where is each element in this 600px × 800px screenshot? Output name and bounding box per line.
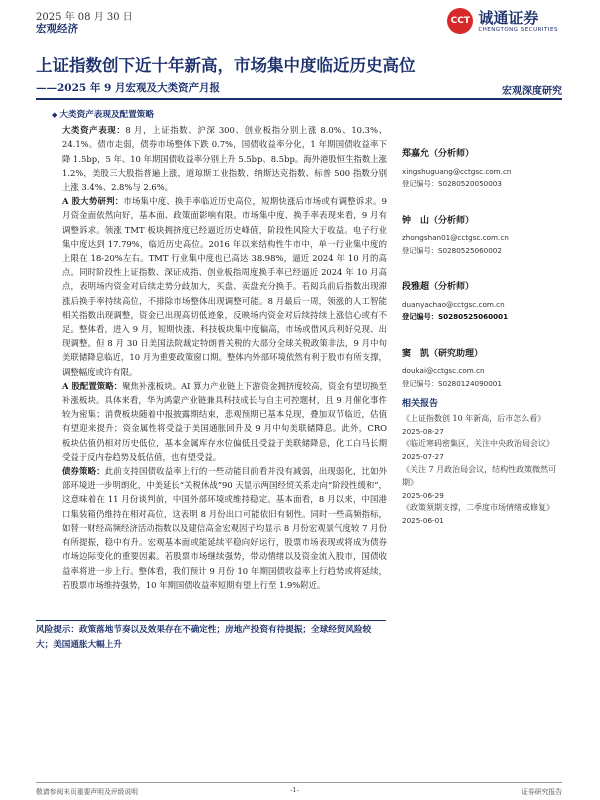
logo-name-en: CHENGTONG SECURITIES — [478, 26, 558, 33]
logo-mark-icon: CCT — [447, 8, 473, 34]
risk-divider — [36, 620, 386, 621]
analyst-list — [402, 148, 567, 414]
analyst-card — [402, 281, 567, 324]
analyst-name: 郑嘉允（分析师） — [402, 149, 475, 159]
analyst-cert: 登记编号：S0280525060001 — [402, 312, 509, 321]
analyst-name: 窦 凯（研究助理） — [402, 348, 484, 359]
report-date: 2025 年 08 月 30 日 — [36, 12, 133, 23]
analyst-email[interactable]: zhongshan01@cctgsc.com.cn — [402, 233, 509, 242]
risk-warning — [36, 623, 386, 652]
paragraph-bond-strategy — [62, 464, 387, 592]
risk-label: 风险提示： — [36, 625, 79, 635]
analyst-card — [402, 148, 567, 191]
footer-report-label: 证券研究报告 — [521, 788, 562, 796]
footer-divider — [36, 782, 562, 783]
main-body — [59, 108, 388, 592]
analyst-name: 段雅超（分析师） — [402, 282, 475, 292]
analyst-email[interactable]: doukai@cctgsc.com.cn — [402, 366, 485, 375]
analyst-card — [402, 348, 567, 391]
report-category: 宏观经济 — [36, 23, 78, 35]
paragraph-text: 市场集中度、换手率临近历史高位，短期快涨后市场或有调整诉求。9 月资金面依然向好，基本面、政策面影响有限。市场集中度、换手率表现来看，9 月有调整诉求。领涨 TMT 板块拥挤度已经逼近历史峰值，阶段性风险大于收益。电子行业集中度达到 17.79%，临近历史高位。2016 年以来结构性牛市中，单一行业集中度的上限在 18-20%左右。TMT 行业集中度也已高达 38.98%，逼近 2024 年 10 月的高点。同时阶段性上证指数、深证成指、创业板指周度换手率已经逼近 2024 年 10 月高点，表明场内资金对后续走势分歧加大，买盘、卖盘充分换手。若阅兵前后指数出现滞涨后换手率持续高位，不排除市场整体出现调整可能。8 月最后一周，领涨的人工智能相关指数出现调整，资金已出现高切低迹象，反映场内资金对后续持续上涨信心或有不足。整体看，进入 9 月，短期快涨、科技板块集中度偏高，市场或借风兵利好兑现、出现调整。但 8 月 30 日美国法院裁定特朗普关税的大部分全球关税政策非法，9 月中旬美联储降息临近，10 月为重要政策窗口期。整体内外部环境依然有利于股市有所支撑，调整幅度或许有限。 — [62, 196, 387, 377]
section-heading: ◆ 大类资产表现及配置策略 — [52, 108, 387, 122]
report-subtitle: ——2025 年 9 月宏观及大类资产月报 — [36, 82, 220, 94]
analyst-cert: 登记编号：S0280520050003 — [402, 179, 502, 188]
related-reports — [402, 398, 567, 528]
footer-disclaimer: 敬请参阅末页重要声明及评级说明 — [36, 788, 138, 796]
related-report-link[interactable]: 《临近寒码密集区，关注中央政治局会议》 — [402, 439, 554, 449]
risk-text: 政策落地节奏以及效果存在不确定性；房地产投资有待提振；全球经贸风险较大；美国通胀大幅上升 — [36, 625, 372, 650]
paragraph-lead: A 股配置策略： — [62, 380, 123, 391]
paragraph-lead: 大类资产表现： — [62, 125, 126, 136]
report-title: 上证指数创下近十年新高，市场集中度临近历史高位 — [36, 56, 416, 75]
related-report-date: 2025-06-01 — [402, 516, 444, 526]
company-logo — [447, 8, 558, 34]
analyst-cert: 登记编号：S0280525060002 — [402, 245, 502, 255]
paragraph-text: 8 月，上证指数、沪深 300、创业板指分别上涨 8.0%、10.3%、24.1%。债市走弱，债券市场整体下跌 0.7%，国债收益率分化，1 年期国债收益率下降 1.5bp，5 年、10 年期国债收益率分别上升 5.5bp、8.5bp。海外港股恒生指数上涨 1.2%，美股三大股指普遍上涨，道琼斯工业指数、纳斯达克指数、标普 500 指数分别上涨 3.4%、2.8%与 2.6%。 — [62, 125, 387, 193]
analyst-name: 钟 山（分析师） — [402, 215, 475, 226]
logo-name-cn: 诚通证券 — [478, 8, 539, 27]
analyst-cert: 登记编号：S0280124090001 — [402, 378, 502, 388]
paragraph-text: 此前支持国债收益率上行的一些动能目前看并没有减弱，出现弱化，比如外部环境进一步明朗化，中美延长“关税休战”90 天显示两国经贸关系走向“阶段性缓和”，这意味着在 11 月份谈判前，中国外部环境或维持稳定。基本面看，8 月以来，中国港口集装箱仍维持在相对高位，这表明 8 月份出口可能依旧有韧性。同时一些高频指标，如替一财经高频经济活动指数以及建信高金宏观因子均显示 8 月份宏观景气度较 7 月份有所提振，稳中有升。宏观基本面或能延续平稳向好运行，股票市场表现或将成为债券市场边际变化的重要因素。若股票市场继续强势，带动情绪以及资金流入股市，国债收益率将进一步上行。整体看，我们预计 9 月份 10 年期国债收益率上行趋势或将延续，若股票市场维持强势，10 年期国债收益率短期有望上行至 1.9%附近。 — [62, 466, 388, 590]
analyst-email[interactable]: xingshuguang@cctgsc.com.cn — [402, 166, 512, 176]
related-report-link[interactable]: 《政策须期支撑，二季度市场情绪或修复》 — [402, 503, 554, 513]
paragraph-lead: 债券策略： — [62, 466, 105, 477]
related-report-link[interactable]: 《上证指数创 10 年新高，后市怎么看》 — [402, 413, 546, 423]
analyst-email[interactable]: duanyachao@cctgsc.com.cn — [402, 299, 505, 309]
paragraph-lead: A 股大势研判： — [62, 196, 124, 207]
paragraph-a-share-strategy — [62, 379, 387, 464]
paragraph-a-share-outlook — [62, 194, 387, 379]
analyst-card — [402, 215, 567, 258]
related-report-date: 2025-08-27 — [402, 426, 444, 436]
header-divider — [36, 98, 562, 100]
report-type: 宏观深度研究 — [502, 86, 562, 97]
related-reports-heading: 相关报告 — [402, 399, 439, 409]
page-number: -1- — [290, 786, 299, 794]
related-report-date: 2025-06-29 — [402, 490, 444, 500]
paragraph-asset-performance — [62, 123, 387, 194]
related-report-date: 2025-07-27 — [402, 452, 444, 462]
related-report-link[interactable]: 《关注 7 月政治局会议，结构性政策微然可期》 — [402, 464, 557, 487]
paragraph-text: 聚焦补涨板块。AI 算力产业链上下游资金拥挤度较高，资金有望切换至补涨板块。具体来看，华为鸿蒙产业链兼具科技成长与自主可控题材，且 9 月催化事件较为密集；消费板块随着中报披露期结束，悲观预期已基本兑现，叠加双节临近，估值有望迎来提升；资金属性将受益于美国通胀回升及 9 月中旬美联储降息。此外，CRO 板块估值仍相对历史低位，基本金属库存水位偏低且受益于美联储降息，化工白马长期受益于反内卷趋势及低估值，也有望受益。 — [62, 380, 387, 462]
